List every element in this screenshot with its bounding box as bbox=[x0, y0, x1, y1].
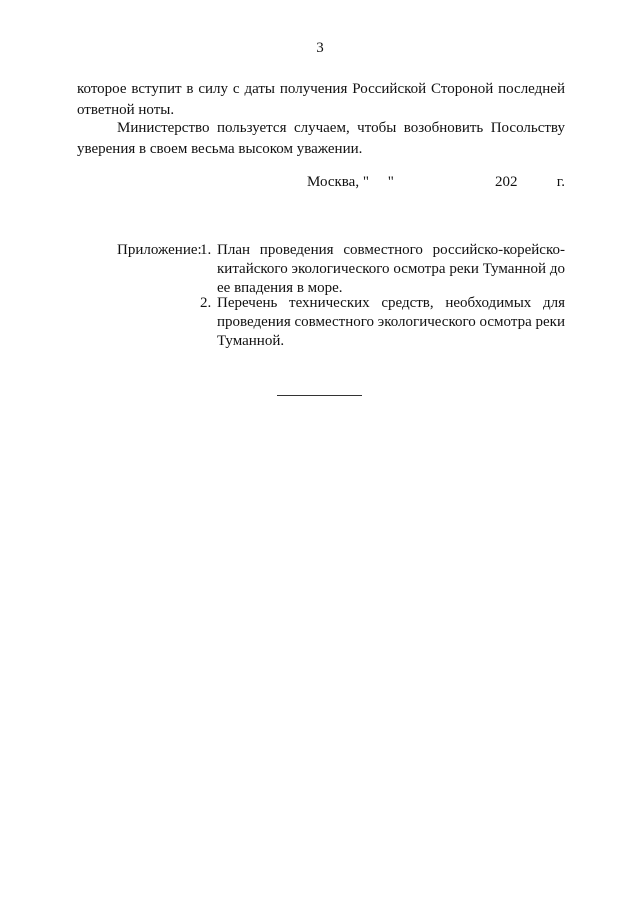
place-date-city: Москва, " " bbox=[307, 174, 394, 190]
place-date-suffix: г. bbox=[556, 174, 565, 190]
appendix-item bbox=[200, 241, 565, 298]
page-number: 3 bbox=[316, 40, 324, 56]
appendix-item-text: План проведения совместного российско-корейско-китайского экологического осмотра реки Туманной до ее впадения в море. bbox=[217, 242, 565, 296]
place-date-year: 202 bbox=[495, 174, 518, 190]
paragraph-closing: Министерство пользуется случаем, чтобы возобновить Посольству уверения в своем весьма высоком уважении. bbox=[77, 120, 565, 157]
appendix-item bbox=[200, 294, 565, 351]
place-date-line bbox=[77, 172, 565, 193]
appendix-item-number: 1. bbox=[200, 242, 212, 258]
closing-divider bbox=[277, 395, 362, 396]
appendix-item-text: Перечень технических средств, необходимых для проведения совместного экологического осмотра реки Туманной. bbox=[217, 295, 565, 349]
paragraph-continuation: которое вступит в силу с даты получения Российской Стороной последней ответной ноты. bbox=[77, 81, 565, 118]
appendix-label: Приложение: bbox=[117, 242, 202, 258]
appendix-item-number: 2. bbox=[200, 295, 212, 311]
